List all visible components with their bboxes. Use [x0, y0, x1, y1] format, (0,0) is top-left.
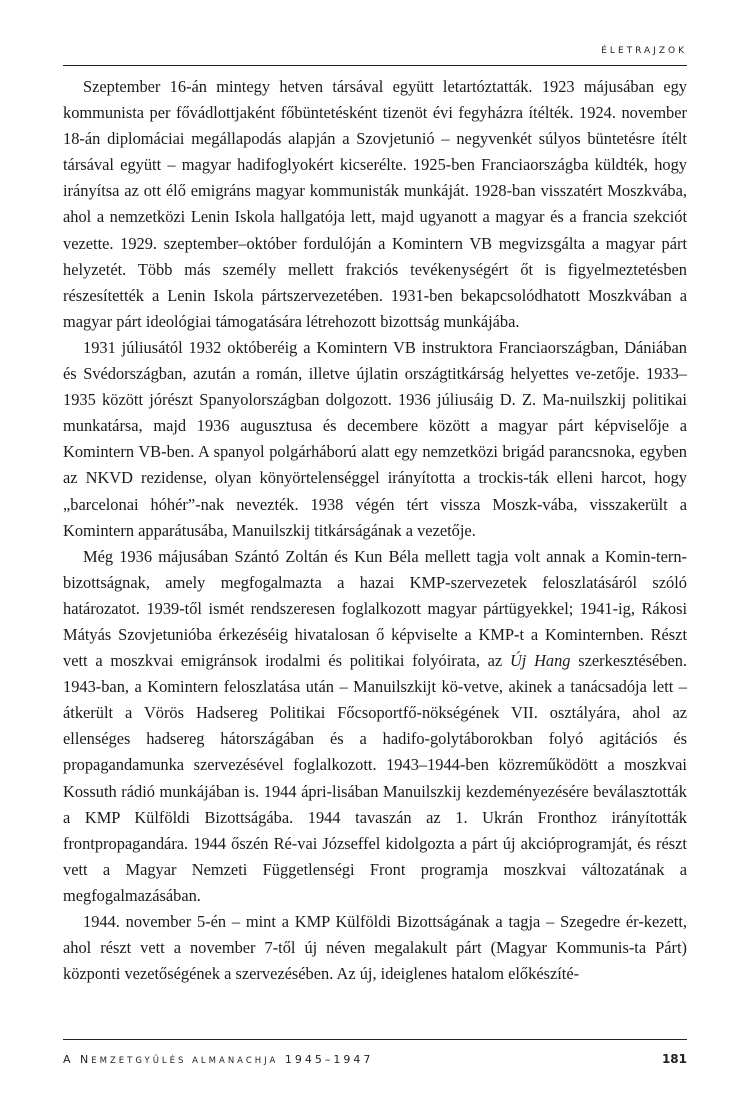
page-number: 181 [661, 1052, 687, 1066]
paragraph-3-part-1: Még 1936 májusában Szántó Zoltán és Kun Béla mellett tagja volt annak a Komin-tern-bizottságnak, amely megfogalmazta a hazai KMP-szervezetek feloszlatásáról szóló határozatot. 1939-től ismét rendszeresen foglalkozott magyar pártügyekkel; 1941-ig, Rákosi Mátyás Szovjetunióba érkezéséig hivatalosan ő képviselte a KMP-t a Kominternben. Részt vett a moszkvai emigránsok irodalmi és politikai folyóirata, az [63, 546, 687, 671]
page-body [63, 74, 687, 987]
footer-title-smallcaps: EMZETGYŰLÉS ALMANACHJA [91, 1056, 279, 1066]
journal-title: Új Hang [509, 651, 571, 671]
header-rule [63, 65, 687, 66]
paragraph-3 [63, 544, 687, 909]
footer-rule [63, 1039, 687, 1040]
paragraph-1: Szeptember 16-án mintegy hetven társával együtt letartóztatták. 1923 májusában egy kommunista per fővádlottjaként főbüntetésként tizenöt évi fegyházra ítélték. 1924. november 18-án diplomáciai megállapodás alapján a Szovjetunió – negyvenkét súlyos büntetésre ítélt társával együtt – magyar hadifoglyokért kicserélte. 1925-ben Franciaországba küldték, hogy irányítsa az ott élő emigráns magyar kommunisták munkáját. 1928-ban visszatért Moszkvába, ahol a nemzetközi Lenin Iskola hallgatója lett, majd ugyanott a magyar és a francia szekciót vezette. 1929. szeptember–október fordulóján a Komintern VB megvizsgálta a magyar párt helyzetét. Több más személy mellett frakciós tevékenységért őt is figyelmeztetésben részesítették a Lenin Iskola pártszervezetében. 1931-ben bekapcsolódhatott Moszkvában a magyar párt ideológiai támogatására létrehozott bizottság munkájába. [63, 77, 687, 331]
paragraph-3-part-2: szerkesztésében. 1943-ban, a Komintern feloszlatása után – Manuilszkijt kö-vetve, akinek a tanácsadója lett – átkerült a Vörös Hadsereg Politikai Főcsoportfő-nökségének VII. osztályára, ahol az ellenséges hadsereg hátországában és a hadifo-golytáborokban folyó agitációs és propagandamunka szervezésével foglalkozott. 1943–1944-ben közreműködött a moszkvai Kossuth rádió munkájában is. 1944 ápri-lisában Manuilszkij kezdeményezésére beválasztották a KMP Külföldi Bizottságába. 1944 tavaszán az 1. Ukrán Fronthoz irányították frontpropagandára. 1944 őszén Ré-vai Józseffel kidolgozta a párt új akcióprogramját, és részt vett a Magyar Nemzeti Függetlenségi Front programja moszkvai változatának a megfogalmazásában. [63, 651, 688, 905]
running-head: ÉLETRAJZOK [601, 46, 687, 56]
footer-book-title [63, 1053, 373, 1066]
footer-years: 1945–1947 [278, 1053, 374, 1066]
footer-title-initial: A N [63, 1053, 92, 1066]
paragraph-4: 1944. november 5-én – mint a KMP Külföldi Bizottságának a tagja – Szegedre ér-kezett, ahol részt vett a november 7-től új néven megalakult párt (Magyar Kommunis-ta Párt) központi vezetőségének a szervezésében. Az új, ideiglenes hatalom előkészíté- [63, 912, 687, 984]
paragraph-2: 1931 júliusától 1932 októberéig a Komintern VB instruktora Franciaországban, Dániában és Svédországban, azután a román, illetve újlatin országtitkárság helyettes ve-zetője. 1933–1935 között jórészt Spanyolországban dolgozott. 1936 júliusáig D. Z. Ma-nuilszkij politikai munkatársa, majd 1936 augusztusa és decembere között a magyar párt képviselője a Komintern VB-ben. A spanyol polgárháború alatt egy nemzetközi brigád parancsnoka, egyben az NKVD rezidense, olyan könyörtelenséggel irányította a trockis-ták elleni harcot, hogy „barcelonai hóhér”-nak nevezték. 1938 végén tért vissza Moszk-vába, visszakerült a Komintern apparátusába, Manuilszkij titkárságának a vezetője. [63, 337, 687, 540]
